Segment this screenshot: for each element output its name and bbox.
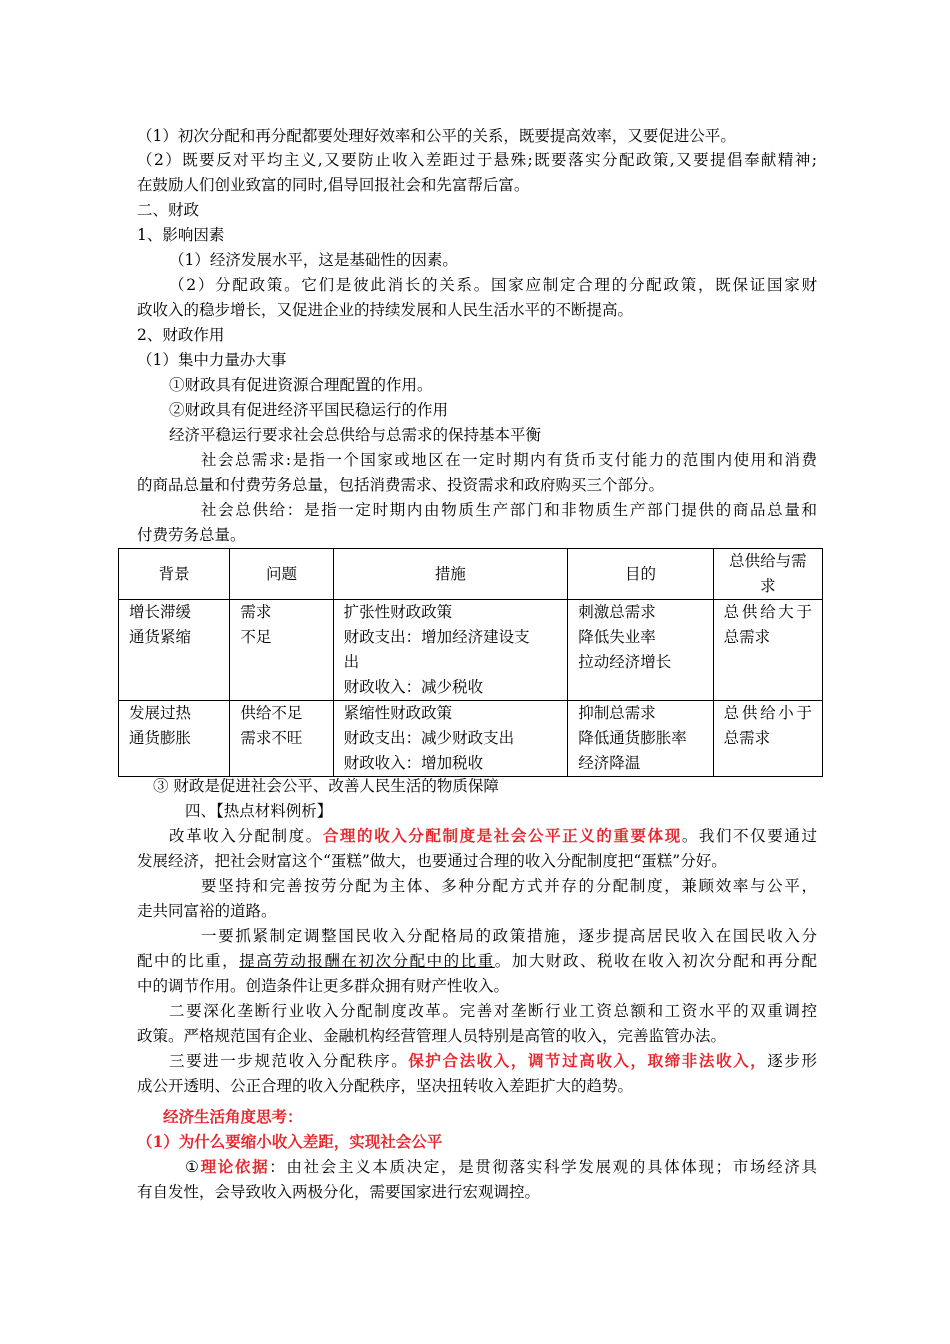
- para-line-14: 社会总需求:是指一个国家或地区在一定时期内有货币支付能力的范围内使用和消费: [201, 451, 817, 469]
- para-line-17: 付费劳务总量。: [137, 526, 246, 544]
- table-row: [119, 701, 823, 777]
- header-background: 背景: [119, 549, 230, 600]
- cell-measures: 扩张性财政政策 财政支出：增加经济建设支 出 财政收入：减少税收: [333, 600, 568, 701]
- para-after-8: 配中的比重，提高劳动报酬在初次分配中的比重。加大财政、税收在收入初次分配和再分配: [137, 952, 817, 970]
- heading-economic-thinking: 经济生活角度思考：: [163, 1107, 303, 1126]
- question-heading: （1）为什么要缩小收入差距，实现社会公平: [137, 1132, 443, 1151]
- para-line-1: （1）初次分配和再分配都要处理好效率和公平的关系，既要提高效率，又要促进公平。: [137, 127, 736, 145]
- para-after-16: ①理论依据：由社会主义本质决定，是贯彻落实科学发展观的具体体现；市场经济具: [185, 1157, 817, 1176]
- para-after-3: 改革收入分配制度。合理的收入分配制度是社会公平正义的重要体现。我们不仅要通过: [169, 826, 817, 845]
- cell-problem: 需求 不足: [230, 600, 333, 701]
- subheading-factors: 1、影响因素: [137, 226, 225, 244]
- para-line-7: （2）分配政策。它们是彼此消长的关系。国家应制定合理的分配政策，既保证国家财: [169, 276, 817, 294]
- para-line-13: 经济平稳运行要求社会总供给与总需求的保持基本平衡: [169, 426, 542, 444]
- para-line-15: 的商品总量和付费劳务总量，包括消费需求、投资需求和政府购买三个部分。: [137, 476, 665, 494]
- para-line-16: 社会总供给：是指一定时期内由物质生产部门和非物质生产部门提供的商品总量和: [201, 501, 817, 519]
- para-line-11: ①财政具有促进资源合理配置的作用。: [169, 376, 433, 394]
- header-supply-demand: 总供给与需 求: [713, 549, 822, 600]
- para-after-6: 走共同富裕的道路。: [137, 902, 277, 920]
- para-after-7: 一要抓紧制定调整国民收入分配格局的政策措施，逐步提高居民收入在国民收入分: [201, 927, 817, 945]
- cell-background: 增长滞缓 通货紧缩: [119, 600, 230, 701]
- cell-measures: 紧缩性财政政策 财政支出：减少财政支出 财政收入：增加税收: [333, 701, 568, 777]
- cell-problem: 供给不足 需求不旺: [230, 701, 333, 777]
- para-after-1: ③ 财政是促进社会公平、改善人民生活的物质保障: [153, 777, 499, 795]
- section-heading-hotspot: 四、【热点材料例析】: [185, 802, 333, 820]
- cell-supply-demand: 总供给小于 总需求: [713, 701, 822, 777]
- cell-goal: 抑制总需求 降低通货膨胀率 经济降温: [568, 701, 713, 777]
- table-header-row: [119, 549, 823, 600]
- para-line-6: （1）经济发展水平，这是基础性的因素。: [169, 251, 458, 269]
- header-goal: 目的: [568, 549, 713, 600]
- para-line-10: （1）集中力量办大事: [137, 351, 287, 369]
- para-line-8: 政收入的稳步增长，又促进企业的持续发展和人民生活水平的不断提高。: [137, 301, 634, 319]
- para-after-9: 中的调节作用。创造条件让更多群众拥有财产性收入。: [137, 977, 510, 995]
- para-after-4: 发展经济，把社会财富这个“蛋糕”做大，也要通过合理的收入分配制度把“蛋糕”分好。: [137, 852, 727, 870]
- para-line-2: （2）既要反对平均主义,又要防止收入差距过于悬殊;既要落实分配政策,又要提倡奉献精神;: [137, 151, 817, 169]
- cell-goal: 刺激总需求 降低失业率 拉动经济增长: [568, 600, 713, 701]
- para-after-10: 二要深化垄断行业收入分配制度改革。完善对垄断行业工资总额和工资水平的双重调控: [169, 1002, 817, 1020]
- subheading-role: 2、财政作用: [137, 326, 225, 344]
- para-line-12: ②财政具有促进经济平国民稳运行的作用: [169, 401, 449, 419]
- para-after-13: 成公开透明、公正合理的收入分配秩序，坚决扭转收入差距扩大的趋势。: [137, 1077, 634, 1095]
- cell-supply-demand: 总供给大于 总需求: [713, 600, 822, 701]
- para-after-5: 要坚持和完善按劳分配为主体、多种分配方式并存的分配制度，兼顾效率与公平，: [201, 877, 817, 895]
- cell-background: 发展过热 通货膨胀: [119, 701, 230, 777]
- header-measures: 措施: [333, 549, 568, 600]
- table-row: [119, 600, 823, 701]
- para-after-12: 三要进一步规范收入分配秩序。保护合法收入，调节过高收入，取缔非法收入，逐步形: [169, 1051, 817, 1070]
- para-line-3: 在鼓励人们创业致富的同时,倡导回报社会和先富帮后富。: [137, 176, 530, 194]
- para-after-11: 政策。严格规范国有企业、金融机构经营管理人员特别是高管的收入，完善监管办法。: [137, 1027, 727, 1045]
- para-after-17: 有自发性，会导致收入两极分化，需要国家进行宏观调控。: [137, 1183, 541, 1201]
- fiscal-policy-table: [118, 548, 823, 777]
- section-heading-finance: 二、财政: [137, 201, 200, 219]
- header-problem: 问题: [230, 549, 333, 600]
